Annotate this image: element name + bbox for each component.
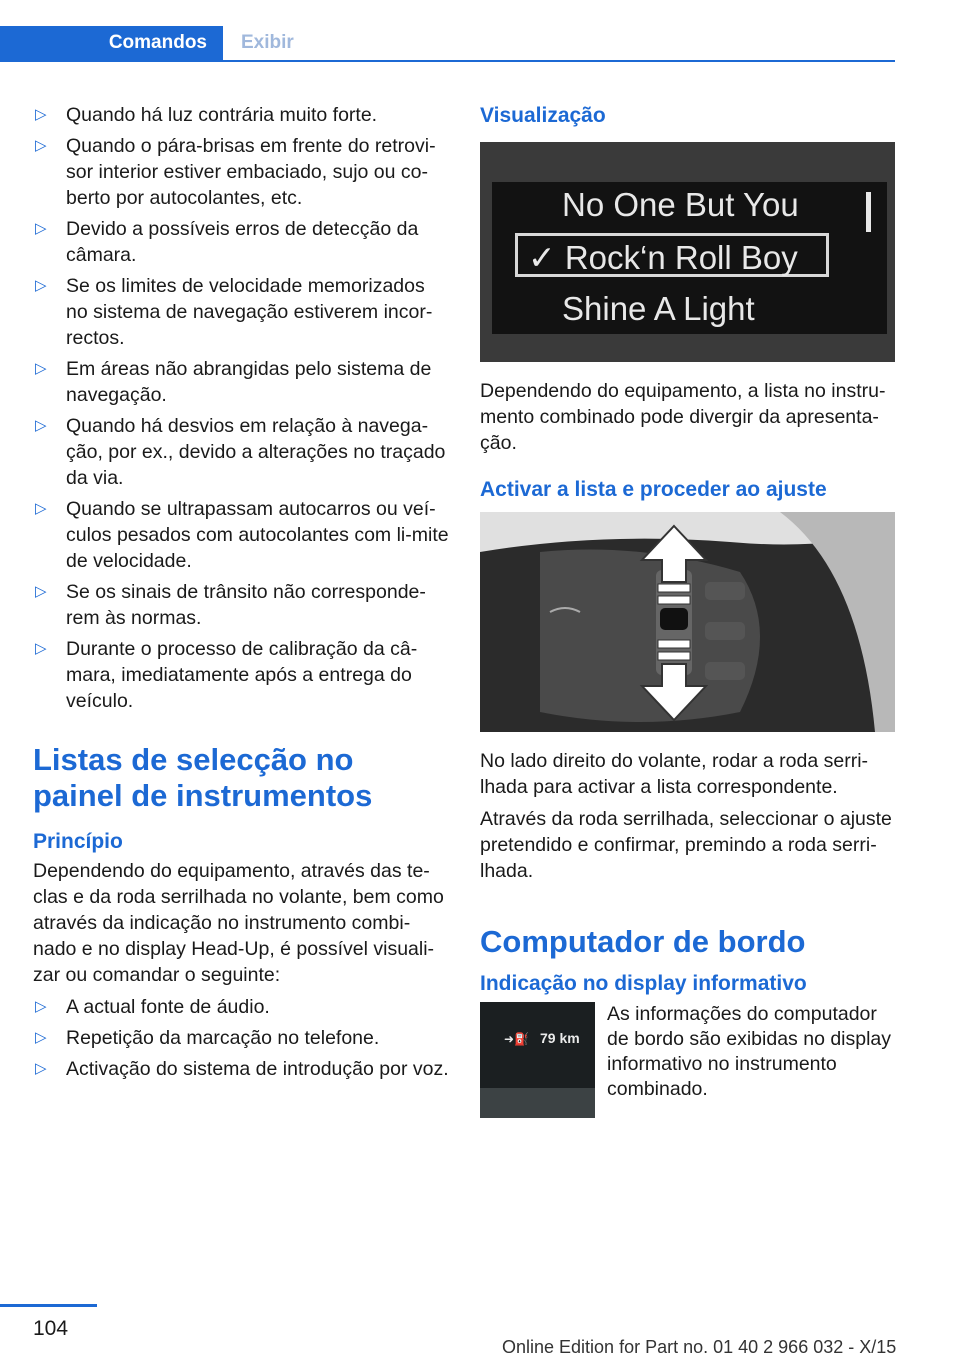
bullet-triangle-icon: ▷	[35, 1029, 47, 1046]
header-divider	[0, 60, 895, 62]
features-list	[33, 994, 451, 1082]
display-scrollbar	[866, 192, 871, 232]
footer-divider	[0, 1304, 97, 1307]
info-display-title: Indicação no display informativo	[480, 972, 807, 995]
display-list-item: Shine A Light	[562, 290, 755, 327]
info-display-illustration	[480, 1002, 595, 1118]
principle-text: Dependendo do equipamento, através das te-clas e da roda serrilhada no volante, bem como através da indicação no instrumento combi-nado e no display Head-Up, é possível visuali-zar ou comandar o seguinte:	[33, 860, 444, 986]
bullet-triangle-icon: ▷	[35, 137, 47, 154]
list-item: ▷ Devido a possíveis erros de detecção da câmara.	[35, 218, 419, 266]
list-item: ▷ Repetição da marcação no telefone.	[35, 1027, 380, 1049]
right-column	[480, 102, 896, 1118]
edition-footer: Online Edition for Part no. 01 40 2 966 032 - X/15	[502, 1337, 897, 1357]
bullet-triangle-icon: ▷	[35, 277, 47, 294]
section-title: Listas de selecção no painel de instrumentos	[33, 742, 373, 813]
activate-text-2: Através da roda serrilhada, seleccionar o ajuste pretendido e confirmar, premindo a roda serri-lhada.	[480, 808, 892, 882]
tab-exibir[interactable]: Exibir	[241, 32, 294, 53]
bullet-triangle-icon: ▷	[35, 998, 47, 1015]
list-item: ▷ A actual fonte de áudio.	[35, 996, 270, 1018]
bullet-triangle-icon: ▷	[35, 500, 47, 517]
tab-comandos[interactable]: Comandos	[0, 26, 223, 60]
page-number: 104	[33, 1317, 69, 1340]
list-item: ▷ Quando há desvios em relação à navega-ção, por ex., devido a alterações no traçado da via.	[35, 415, 446, 489]
list-item: ▷ Em áreas não abrangidas pelo sistema de navegação.	[35, 358, 432, 406]
list-item: ▷ Activação do sistema de introdução por voz.	[35, 1058, 449, 1080]
list-item: ▷ Quando há luz contrária muito forte.	[35, 104, 378, 126]
header-tabs	[0, 26, 310, 60]
bullet-triangle-icon: ▷	[35, 106, 47, 123]
instrument-list-illustration	[480, 142, 895, 362]
steering-wheel-svg	[480, 512, 895, 732]
list-item: ▷ Quando se ultrapassam autocarros ou veí-culos pesados com autocolantes com li-mite de velocidade.	[35, 498, 449, 572]
visualization-title: Visualização	[480, 104, 606, 127]
info-display-text: As informações do computador de bordo são exibidas no display informativo no instrumento combinado.	[607, 1003, 892, 1100]
bullet-triangle-icon: ▷	[35, 1060, 47, 1077]
list-item: ▷ Se os sinais de trânsito não corresponde-rem às normas.	[35, 581, 426, 629]
bullet-triangle-icon: ▷	[35, 360, 47, 377]
visualization-text: Dependendo do equipamento, a lista no instru-mento combinado pode divergir da apresenta-ção.	[480, 380, 886, 454]
activate-title: Activar a lista e proceder ao ajuste	[480, 478, 827, 501]
subsection-title: Princípio	[33, 830, 123, 853]
list-item: ▷ Durante o processo de calibração da câ-mara, imediatamente após a entrega do veículo.	[35, 638, 418, 712]
steering-wheel-illustration	[480, 512, 895, 732]
activate-text-1: No lado direito do volante, rodar a roda serri-lhada para activar a lista correspondente.	[480, 750, 869, 798]
info-display-row	[480, 1002, 896, 1118]
bullet-triangle-icon: ▷	[35, 220, 47, 237]
left-column	[33, 102, 451, 1087]
computer-title: Computador de bordo	[480, 924, 806, 959]
list-item: ▷ Quando o pára-brisas em frente do retrovi-sor interior estiver embaciado, sujo ou co-berto por autocolantes, etc.	[35, 135, 436, 209]
display-list-item-selected: ✓ Rock‘n Roll Boy	[528, 239, 798, 276]
fuel-range-icon: ➜⛽	[504, 1032, 529, 1046]
bullet-triangle-icon: ▷	[35, 640, 47, 657]
conditions-list	[33, 102, 451, 714]
list-item: ▷ Se os limites de velocidade memorizados no sistema de navegação estiverem incor-rectos.	[35, 275, 433, 349]
display-screen	[492, 182, 887, 334]
display-list-item: No One But You	[562, 186, 799, 223]
bullet-triangle-icon: ▷	[35, 417, 47, 434]
range-value: 79 km	[540, 1030, 580, 1046]
bullet-triangle-icon: ▷	[35, 583, 47, 600]
